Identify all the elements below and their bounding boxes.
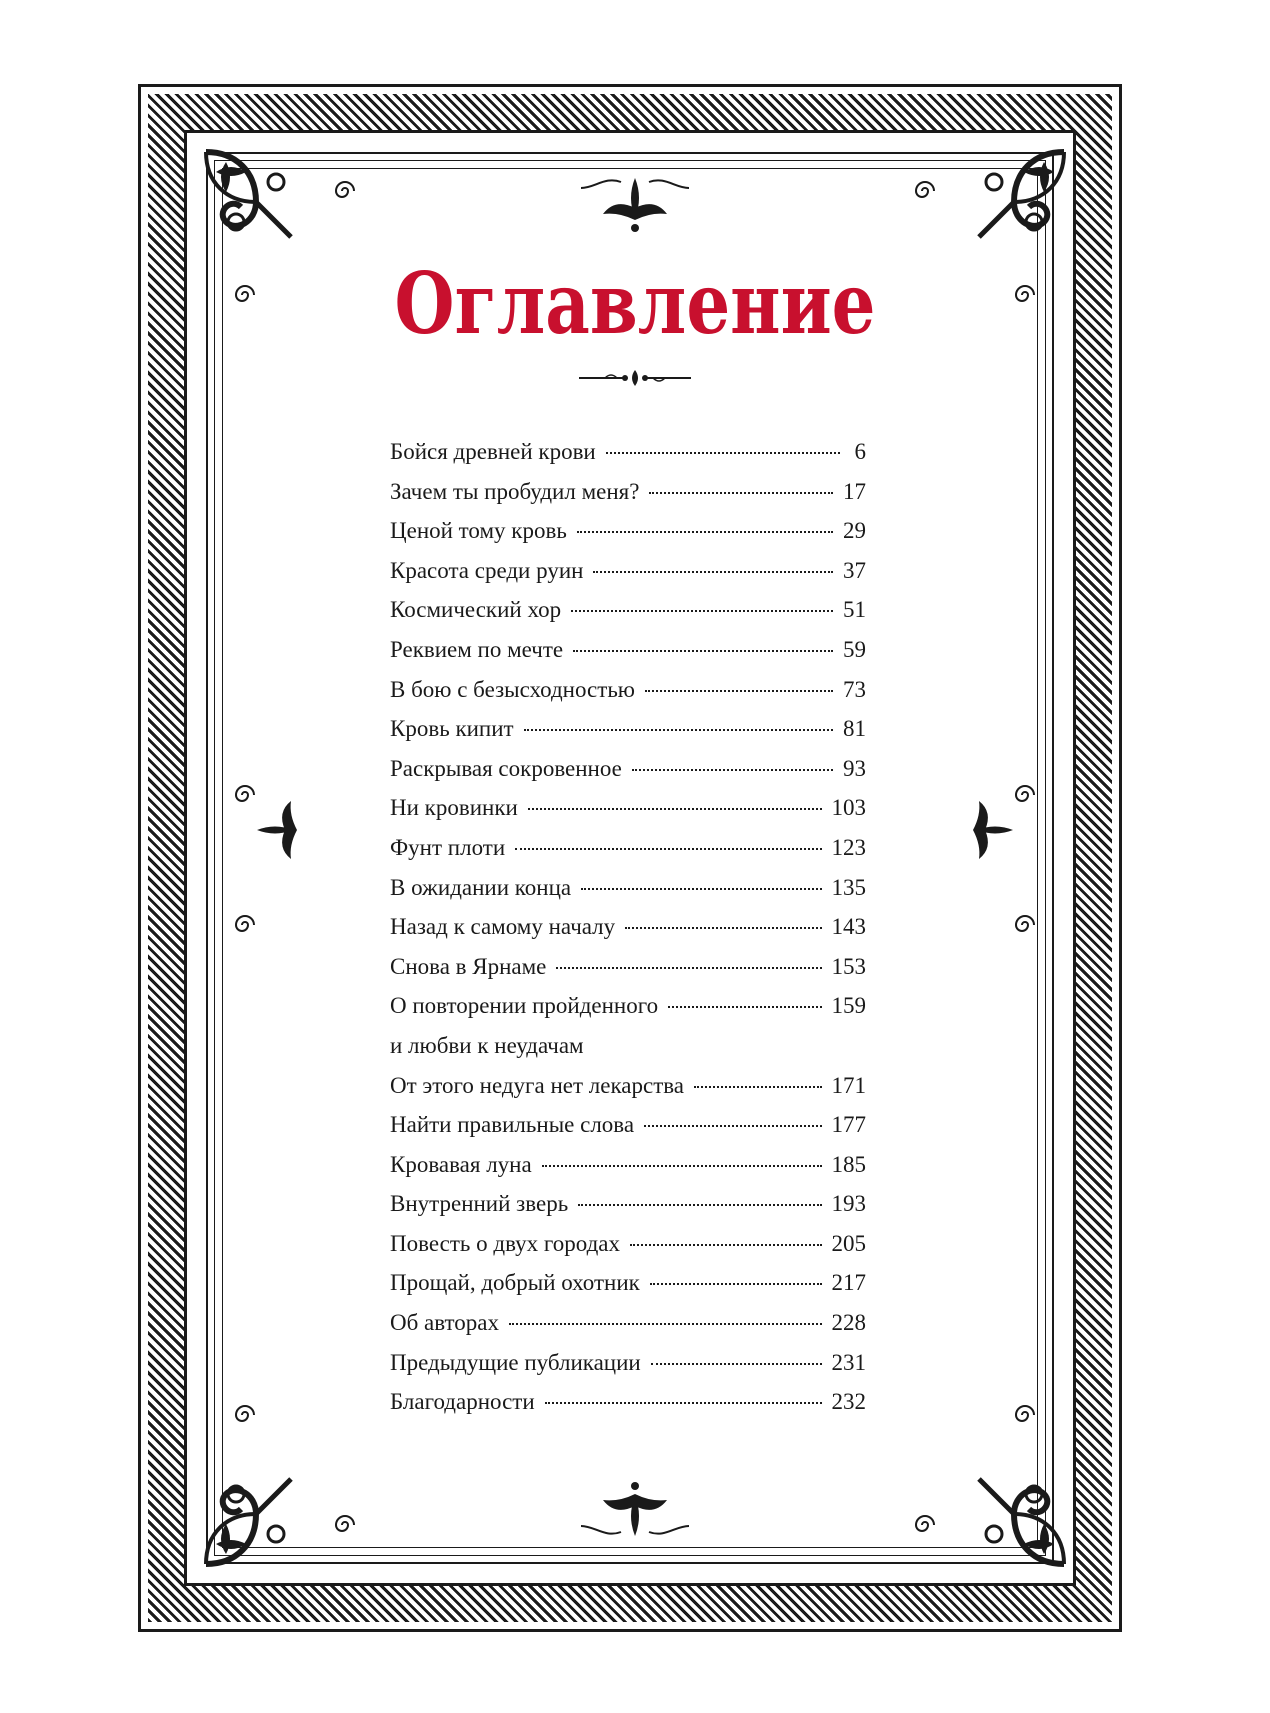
toc-entry-page: 171 xyxy=(831,1072,866,1098)
dot-leader xyxy=(577,531,833,533)
toc-entry[interactable] xyxy=(390,907,866,947)
dot-leader xyxy=(556,967,821,969)
toc-entry[interactable] xyxy=(390,1263,866,1303)
toc-entry[interactable] xyxy=(390,551,866,591)
toc-entry[interactable] xyxy=(390,432,866,472)
toc-entry[interactable] xyxy=(390,1066,866,1106)
toc-entry[interactable] xyxy=(390,1145,866,1185)
toc-entry-title: Прощай, добрый охотник xyxy=(390,1270,640,1296)
toc-entry-page: 232 xyxy=(831,1389,866,1415)
toc-entry-page: 51 xyxy=(843,597,866,623)
dot-leader xyxy=(593,571,833,573)
toc-entry-page: 159 xyxy=(831,993,866,1019)
dot-leader xyxy=(524,729,833,731)
toc-entry-page: 6 xyxy=(854,439,866,464)
toc-entry-page: 103 xyxy=(831,795,866,821)
toc-entry[interactable] xyxy=(390,868,866,908)
fleur-de-lis-icon xyxy=(575,168,695,240)
corner-flourish-icon xyxy=(954,142,1074,262)
toc-entry-title: Бойся древней крови xyxy=(390,439,596,464)
toc-entry-page: 153 xyxy=(831,953,866,979)
toc-entry[interactable] xyxy=(390,590,866,630)
toc-entry[interactable] xyxy=(390,788,866,828)
toc-entry[interactable] xyxy=(390,986,866,1065)
scroll-swirl-icon xyxy=(230,780,260,810)
toc-entry-page: 177 xyxy=(831,1112,866,1138)
toc-entry-page: 228 xyxy=(831,1310,866,1336)
toc-entry[interactable] xyxy=(390,828,866,868)
toc-entry-page: 59 xyxy=(843,636,866,662)
toc-entry[interactable] xyxy=(390,1105,866,1145)
toc-entry-page: 205 xyxy=(831,1230,866,1256)
toc-entry-title: От этого недуга нет лекарства xyxy=(390,1072,685,1098)
toc-entry-title: Об авторах xyxy=(390,1310,500,1336)
dot-leader xyxy=(571,610,833,612)
toc-entry-page: 17 xyxy=(843,478,866,504)
dot-leader xyxy=(528,808,822,810)
toc-entry[interactable] xyxy=(390,630,866,670)
scroll-swirl-icon xyxy=(330,176,360,206)
toc-entry-title: Предыдущие публикации xyxy=(390,1349,641,1375)
toc-entry-title: Повесть о двух городах xyxy=(390,1230,620,1256)
dot-leader xyxy=(632,769,833,771)
toc-entry-page: 143 xyxy=(831,914,866,940)
toc-entry-page: 193 xyxy=(831,1191,866,1217)
dot-leader xyxy=(542,1165,822,1167)
dot-leader xyxy=(668,1006,821,1008)
toc-entry-page: 231 xyxy=(831,1349,866,1375)
fleur-de-lis-icon xyxy=(251,775,311,885)
dot-leader xyxy=(625,927,821,929)
dot-leader xyxy=(545,1402,822,1404)
toc-entry[interactable] xyxy=(390,709,866,749)
toc-entry-title: Назад к самому началу xyxy=(390,914,616,940)
title-divider-flourish-icon xyxy=(575,368,695,393)
scroll-swirl-icon xyxy=(330,1510,360,1540)
fleur-de-lis-icon xyxy=(575,1474,695,1546)
toc-entry-title-line1: О повторении пройденного xyxy=(390,993,659,1019)
dot-leader xyxy=(651,1363,822,1365)
toc-entry-title: Ни кровинки xyxy=(390,795,518,821)
dot-leader xyxy=(650,1283,822,1285)
toc-entry[interactable] xyxy=(390,511,866,551)
scroll-swirl-icon xyxy=(1010,1400,1040,1430)
toc-entry-title: В бою с безысходностью xyxy=(390,676,635,702)
scroll-swirl-icon xyxy=(230,1400,260,1430)
toc-entry-title-line2: и любви к неудачам xyxy=(390,1032,584,1058)
dot-leader xyxy=(573,650,833,652)
scroll-swirl-icon xyxy=(230,910,260,940)
dot-leader xyxy=(515,848,821,850)
scroll-swirl-icon xyxy=(910,176,940,206)
dot-leader xyxy=(630,1244,822,1246)
toc-entry-page: 217 xyxy=(831,1270,866,1296)
toc-entry-title: Красота среди руин xyxy=(390,557,584,583)
toc-entry-title: Снова в Ярнаме xyxy=(390,953,547,979)
corner-flourish-icon xyxy=(196,1454,316,1574)
toc-entry-page: 37 xyxy=(843,557,866,583)
toc-entry[interactable] xyxy=(390,947,866,987)
toc-entry-page: 29 xyxy=(843,518,866,544)
toc-entry[interactable] xyxy=(390,1343,866,1383)
toc-entry-title: Кровь кипит xyxy=(390,716,514,742)
toc-entry-page: 185 xyxy=(831,1151,866,1177)
page-title: Оглавление xyxy=(394,254,876,353)
scroll-swirl-icon xyxy=(910,1510,940,1540)
toc-entry-page: 93 xyxy=(843,755,866,781)
toc-entry-page: 73 xyxy=(843,676,866,702)
dot-leader xyxy=(581,888,821,890)
dot-leader xyxy=(645,690,833,692)
toc-entry-title: Внутренний зверь xyxy=(390,1191,569,1217)
toc-entry-title: Зачем ты пробудил меня? xyxy=(390,478,640,504)
table-of-contents xyxy=(390,432,866,1422)
toc-entry-page: 81 xyxy=(843,716,866,742)
dot-leader xyxy=(694,1086,821,1088)
toc-entry-title: Раскрывая сокровенное xyxy=(390,755,622,781)
dot-leader xyxy=(578,1204,821,1206)
toc-entry-title: В ожидании конца xyxy=(390,874,572,900)
scroll-swirl-icon xyxy=(1010,780,1040,810)
toc-entry[interactable] xyxy=(390,1303,866,1343)
dot-leader xyxy=(509,1323,821,1325)
toc-entry-page: 135 xyxy=(831,874,866,900)
toc-entry-title: Ценой тому кровь xyxy=(390,518,567,544)
dot-leader xyxy=(606,452,840,454)
toc-entry[interactable] xyxy=(390,1184,866,1224)
corner-flourish-icon xyxy=(196,142,316,262)
toc-entry-title: Благодарности xyxy=(390,1389,535,1415)
toc-entry-page: 123 xyxy=(831,834,866,860)
corner-flourish-icon xyxy=(954,1454,1074,1574)
toc-entry[interactable] xyxy=(390,749,866,789)
toc-entry[interactable] xyxy=(390,670,866,710)
toc-entry-title: Космический хор xyxy=(390,597,562,623)
scroll-swirl-icon xyxy=(1010,910,1040,940)
toc-entry[interactable] xyxy=(390,1224,866,1264)
toc-entry-title: Реквием по мечте xyxy=(390,636,564,662)
dot-leader xyxy=(644,1125,821,1127)
toc-entry[interactable] xyxy=(390,1382,866,1422)
dot-leader xyxy=(649,492,833,494)
toc-entry[interactable] xyxy=(390,472,866,512)
toc-entry-title: Найти правильные слова xyxy=(390,1112,635,1138)
toc-entry-title: Фунт плоти xyxy=(390,834,506,860)
toc-entry-title: Кровавая луна xyxy=(390,1151,532,1177)
